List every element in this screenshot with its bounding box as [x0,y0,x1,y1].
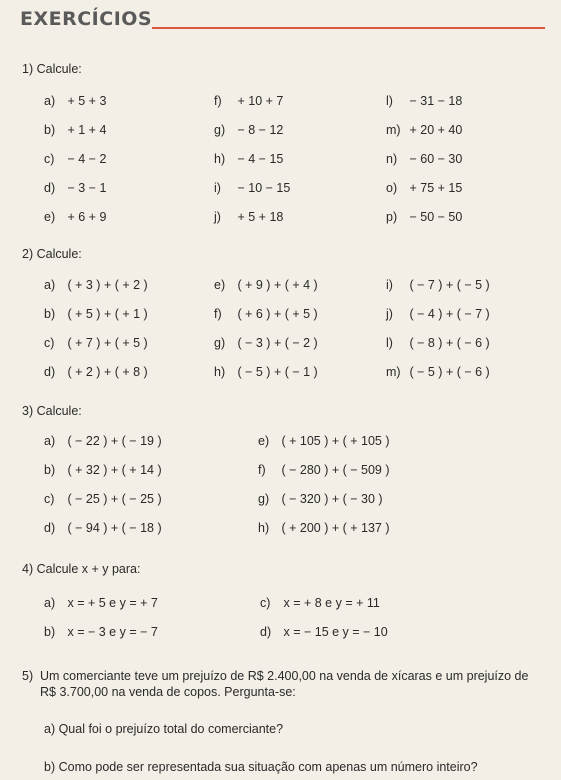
q3-item-b [44,463,162,477]
q1-item-p [386,210,462,224]
item-expression: − 60 − 30 [406,152,463,166]
item-label: f) [258,463,266,477]
q2-item-l [386,336,490,350]
q2-item-j [386,307,490,321]
item-expression: ( + 105 ) + ( + 105 ) [278,434,390,448]
q3-item-d [44,521,162,535]
q2-item-a [44,278,148,292]
q1-item-d [44,181,106,195]
item-label: d) [44,181,56,195]
item-expression: ( + 9 ) + ( + 4 ) [234,278,318,292]
q2-item-i [386,278,490,292]
item-label: g) [258,492,270,506]
q3-item-f [258,463,390,477]
question-5 [22,668,542,700]
item-expression: + 75 + 15 [406,181,463,195]
item-expression: ( + 3 ) + ( + 2 ) [64,278,148,292]
q4-item-c [260,596,380,610]
item-label: c) [44,336,55,350]
q1-item-a [44,94,106,108]
item-expression: ( + 7 ) + ( + 5 ) [64,336,148,350]
question-5-text: Um comerciante teve um prejuízo de R$ 2.400,00 na venda de xícaras e um prejuízo de R$ 3.700,00 na venda de copos. Pergunta-se: [40,669,529,699]
q1-item-i [214,181,290,195]
question-5-number: 5) [22,669,34,683]
item-label: i) [386,278,393,292]
item-expression: + 5 + 3 [64,94,107,108]
q2-item-m [386,365,490,379]
item-label: d) [44,521,56,535]
item-label: b) [44,625,56,639]
item-label: g) [214,336,226,350]
q3-item-a [44,434,162,448]
q1-item-b [44,123,106,137]
item-expression: ( − 4 ) + ( − 7 ) [406,307,490,321]
item-expression: x = + 5 e y = + 7 [64,596,158,610]
item-label: e) [44,210,56,224]
item-expression: ( + 6 ) + ( + 5 ) [234,307,318,321]
q1-item-n [386,152,462,166]
item-label: c) [44,492,55,506]
item-expression: x = + 8 e y = + 11 [280,596,380,610]
q1-item-f [214,94,283,108]
q2-item-e [214,278,318,292]
q1-item-l [386,94,462,108]
question-2-title: 2) Calcule: [22,247,82,261]
q1-item-o [386,181,462,195]
question-1-title: 1) Calcule: [22,62,82,76]
item-label: e) [214,278,226,292]
q3-item-h [258,521,390,535]
item-expression: ( + 5 ) + ( + 1 ) [64,307,148,321]
q3-item-c [44,492,162,506]
item-expression: ( + 32 ) + ( + 14 ) [64,463,162,477]
item-label: c) [260,596,271,610]
item-expression: + 10 + 7 [234,94,284,108]
item-label: a) [44,278,56,292]
item-expression: − 4 − 15 [234,152,284,166]
q2-item-c [44,336,148,350]
item-expression: ( − 5 ) + ( − 6 ) [406,365,490,379]
item-expression: ( − 7 ) + ( − 5 ) [406,278,490,292]
item-label: l) [386,336,393,350]
item-expression: ( − 5 ) + ( − 1 ) [234,365,318,379]
item-label: m) [386,365,401,379]
item-expression: − 31 − 18 [406,94,463,108]
item-expression: ( + 200 ) + ( + 137 ) [278,521,390,535]
item-label: h) [214,152,226,166]
question-5-a: a) Qual foi o prejuízo total do comerciante? [44,722,284,736]
item-label: c) [44,152,55,166]
item-expression: − 3 − 1 [64,181,107,195]
item-label: h) [214,365,226,379]
question-3-title: 3) Calcule: [22,404,82,418]
item-expression: ( − 25 ) + ( − 25 ) [64,492,162,506]
q1-item-e [44,210,106,224]
q2-item-b [44,307,148,321]
item-label: a) [44,434,56,448]
item-expression: − 4 − 2 [64,152,107,166]
item-label: g) [214,123,226,137]
item-label: b) [44,123,56,137]
item-expression: ( + 2 ) + ( + 8 ) [64,365,148,379]
item-label: p) [386,210,398,224]
item-label: f) [214,307,222,321]
item-expression: ( − 320 ) + ( − 30 ) [278,492,383,506]
item-label: h) [258,521,270,535]
item-label: e) [258,434,270,448]
item-expression: + 1 + 4 [64,123,107,137]
q1-item-c [44,152,106,166]
item-label: d) [260,625,272,639]
item-expression: ( − 8 ) + ( − 6 ) [406,336,490,350]
item-expression: ( − 94 ) + ( − 18 ) [64,521,162,535]
item-expression: − 8 − 12 [234,123,284,137]
item-label: i) [214,181,221,195]
item-expression: + 5 + 18 [234,210,284,224]
item-label: n) [386,152,398,166]
page-header [20,8,545,34]
item-label: j) [386,307,393,321]
page-title: EXERCÍCIOS [20,8,153,30]
item-label: m) [386,123,401,137]
question-4-title: 4) Calcule x + y para: [22,562,141,576]
q4-item-a [44,596,158,610]
item-expression: ( − 280 ) + ( − 509 ) [278,463,390,477]
q1-item-j [214,210,283,224]
q2-item-d [44,365,148,379]
item-label: a) [44,596,56,610]
item-expression: − 50 − 50 [406,210,463,224]
item-expression: ( − 3 ) + ( − 2 ) [234,336,318,350]
item-label: a) [44,94,56,108]
q4-item-b [44,625,158,639]
q4-item-d [260,625,388,639]
item-expression: + 20 + 40 [406,123,463,137]
q2-item-h [214,365,318,379]
q1-item-g [214,123,283,137]
item-label: b) [44,307,56,321]
q3-item-e [258,434,390,448]
q3-item-g [258,492,383,506]
q2-item-g [214,336,318,350]
item-label: j) [214,210,221,224]
item-expression: − 10 − 15 [234,181,291,195]
item-label: f) [214,94,222,108]
item-label: d) [44,365,56,379]
question-5-b: b) Como pode ser representada sua situação com apenas um número inteiro? [44,760,478,774]
item-expression: x = − 3 e y = − 7 [64,625,158,639]
header-rule [152,27,545,29]
q1-item-h [214,152,283,166]
item-label: b) [44,463,56,477]
item-expression: x = − 15 e y = − 10 [280,625,388,639]
item-label: l) [386,94,393,108]
item-expression: ( − 22 ) + ( − 19 ) [64,434,162,448]
q2-item-f [214,307,318,321]
item-expression: + 6 + 9 [64,210,107,224]
item-label: o) [386,181,398,195]
q1-item-m [386,123,462,137]
